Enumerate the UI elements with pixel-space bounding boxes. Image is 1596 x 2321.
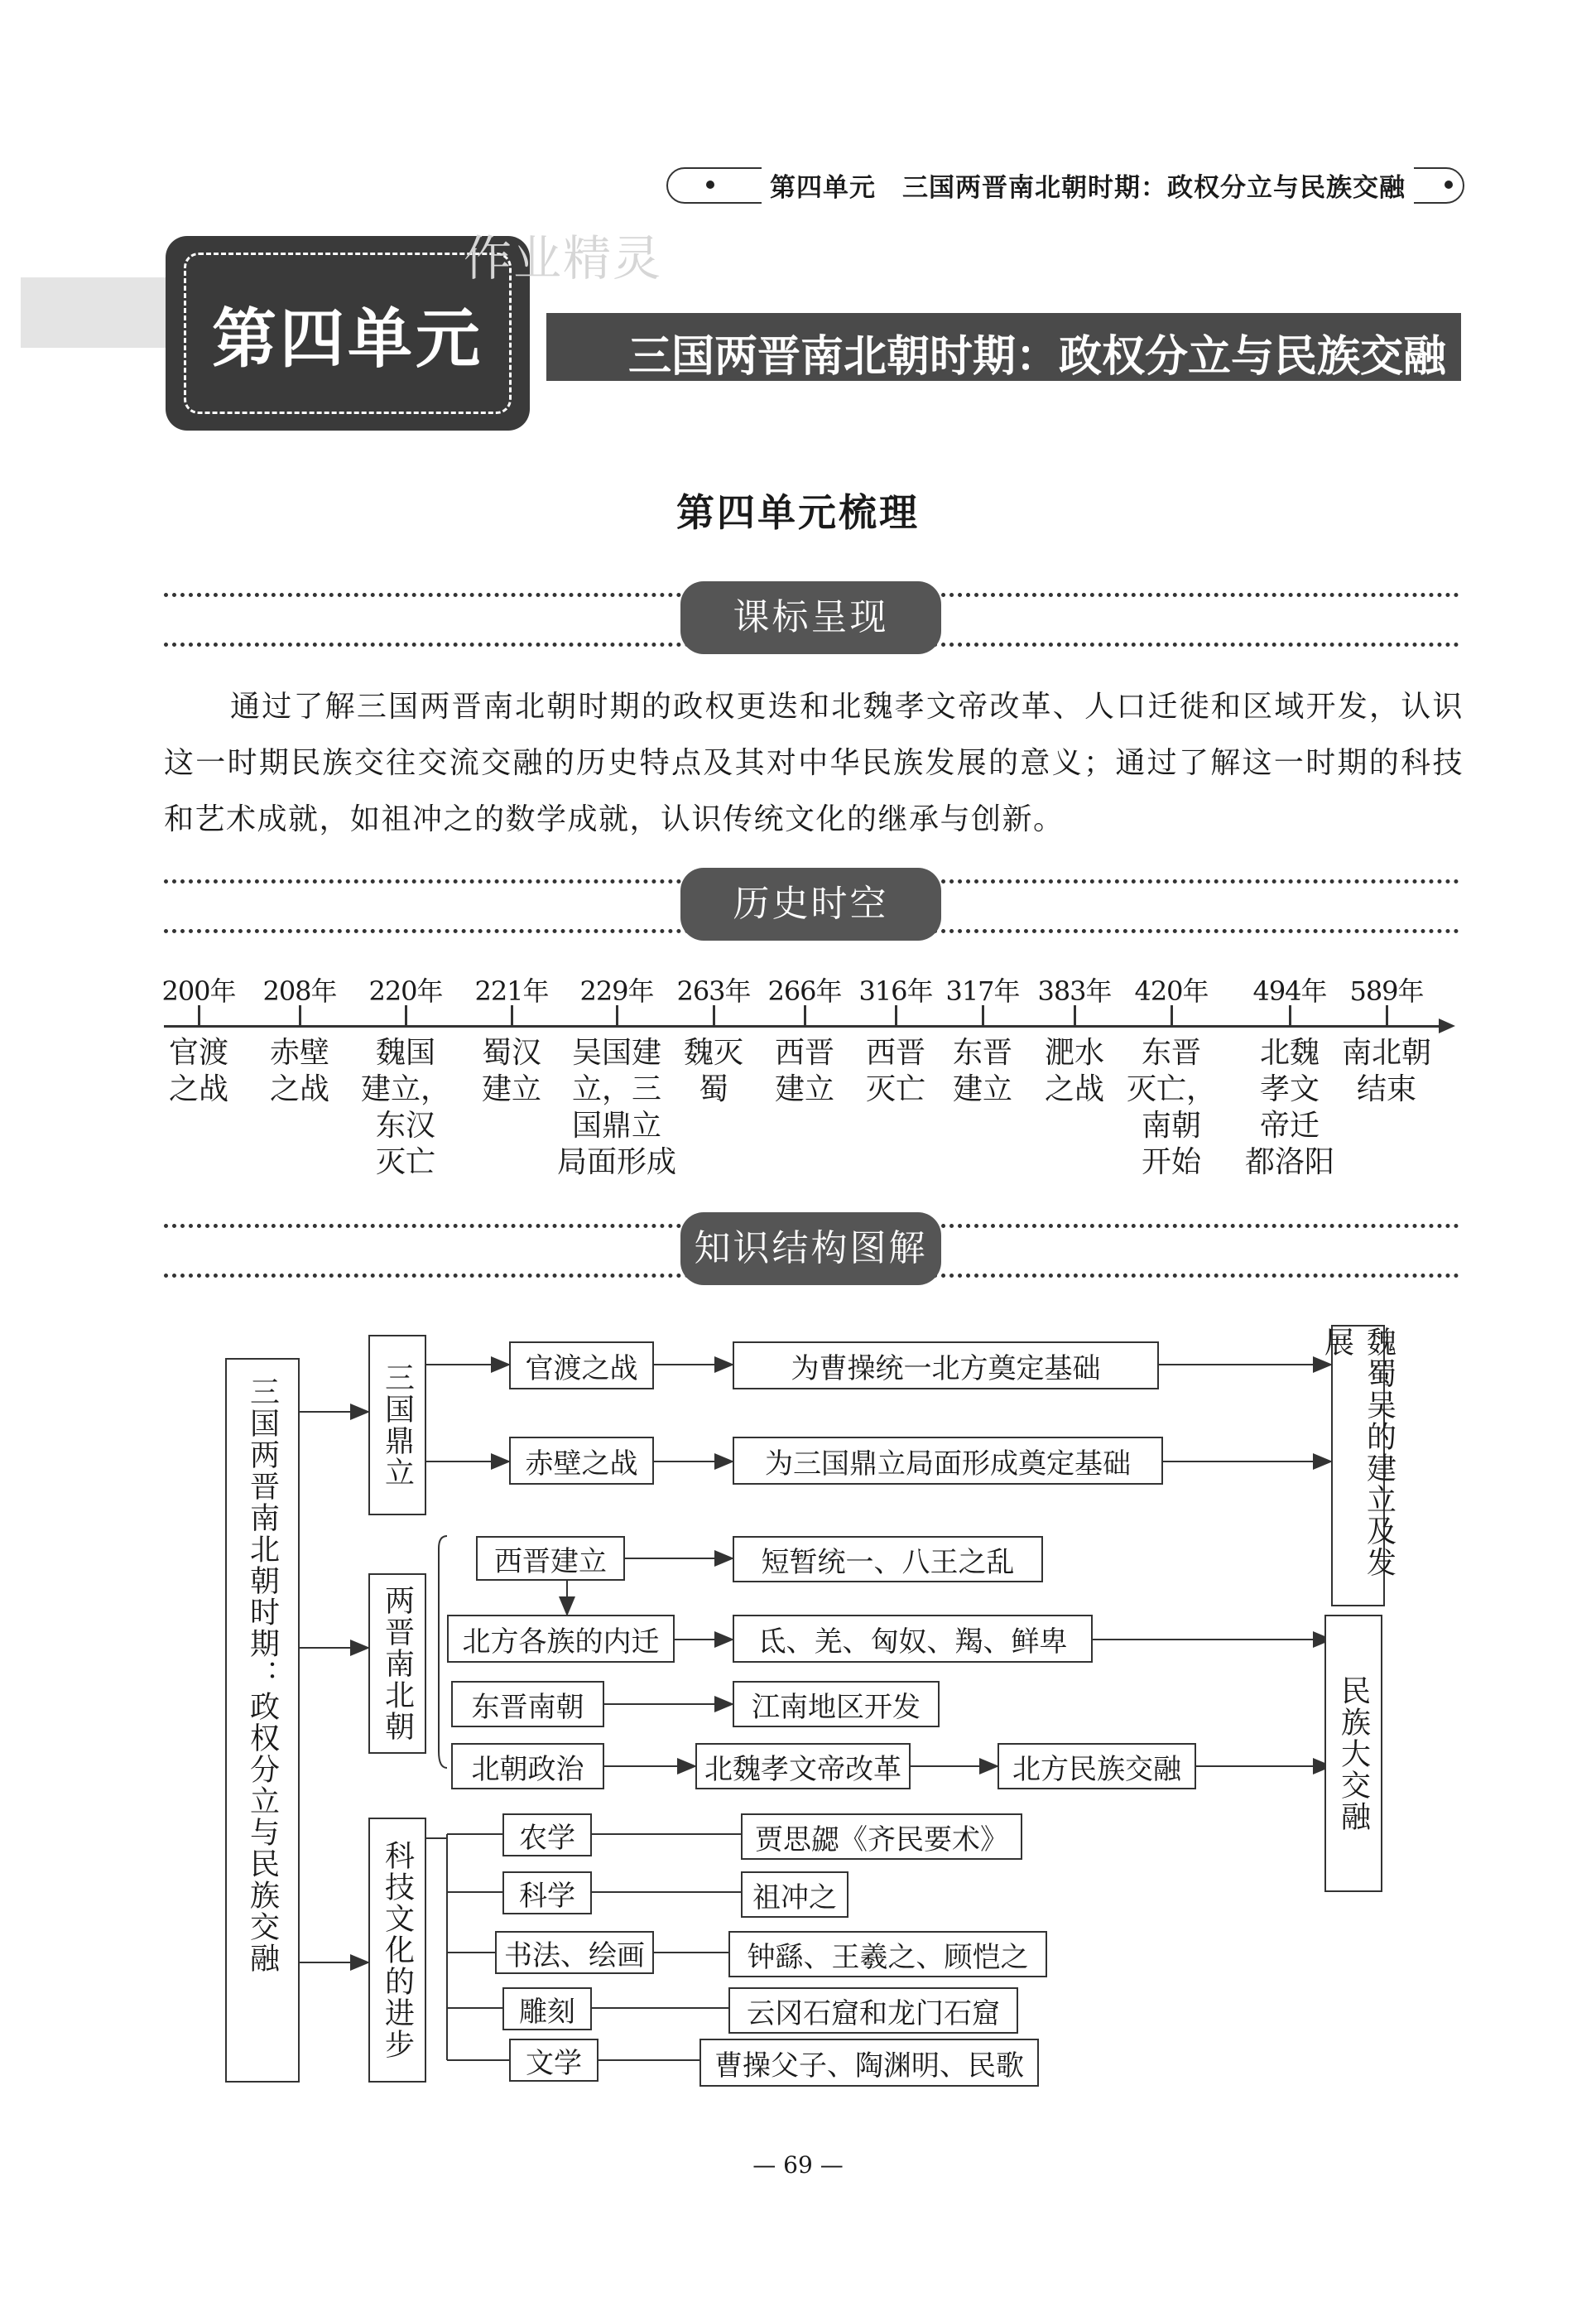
group-keji-text: 科技文化的进步: [380, 1840, 415, 2060]
timeline-year: 220年: [368, 975, 443, 1007]
node-neiqian-result: 氐、羌、匈奴、羯、鲜卑: [733, 1615, 1093, 1663]
timeline-event: 西晋 灭亡: [865, 1036, 926, 1106]
group-jin-text: 两晋南北朝: [380, 1585, 415, 1742]
unit-title: 三国两晋南北朝时期：政权分立与民族交融: [627, 332, 1446, 382]
timeline-event: 东晋 灭亡， 南朝 开始: [1126, 1036, 1217, 1179]
root-box: [225, 1358, 300, 2083]
node-xijin: 西晋建立: [476, 1536, 625, 1581]
node-wenxue: 文学: [509, 2039, 598, 2082]
node-chibi-result: 为三国鼎立局面形成奠定基础: [733, 1437, 1163, 1485]
section-heading-structure: 知识结构图解: [680, 1212, 941, 1285]
timeline-event: 官渡 之战: [168, 1036, 229, 1106]
node-neiqian: 北方各族的内迁: [447, 1615, 675, 1663]
node-guandu: 官渡之战: [509, 1341, 654, 1389]
timeline-event: 东晋 建立: [952, 1036, 1013, 1106]
node-kexue: 科学: [502, 1871, 592, 1914]
timeline-year: 316年: [858, 975, 933, 1007]
curriculum-text: 通过了解三国两晋南北朝时期的政权更迭和北魏孝文帝改革、人口迁徙和区域开发，认识这一时期民族交往交流交融的历史特点及其对中华民族发展的意义；通过了解这一时期的科技和艺术成就，如祖冲之的数学成就，认识传统文化的继承与创新。: [164, 690, 1464, 836]
timeline-event: 吴国建 立，三 国鼎立 局面形成: [556, 1036, 677, 1179]
timeline-year: 208年: [262, 975, 337, 1007]
timeline-year: 589年: [1349, 975, 1424, 1007]
timeline-year: 266年: [767, 975, 842, 1007]
running-header-text: 第四单元 三国两晋南北朝时期：政权分立与民族交融: [762, 166, 1414, 204]
node-diaoke-result: 云冈石窟和龙门石窟: [728, 1987, 1018, 2034]
node-wei-shu-wu: [1320, 1325, 1396, 1606]
group-jin: [368, 1573, 426, 1754]
node-ronghe: 北方民族交融: [997, 1743, 1196, 1789]
timeline-year: 317年: [945, 975, 1020, 1007]
timeline-year: 200年: [161, 975, 236, 1007]
timeline-event: 蜀汉 建立: [481, 1036, 542, 1106]
node-dongjin: 东晋南朝: [451, 1681, 604, 1727]
page-number: — 69 —: [752, 2151, 844, 2179]
node-nongxue-result: 贾思勰《齐民要术》: [741, 1813, 1022, 1860]
section-heading-timeline: 历史时空: [680, 868, 941, 941]
timeline-event: 南北朝 结束: [1341, 1036, 1432, 1106]
node-dongjin-result: 江南地区开发: [733, 1681, 940, 1727]
timeline-event: 魏灭 蜀: [683, 1036, 744, 1106]
timeline-year: 263年: [676, 975, 751, 1007]
node-kexue-result: 祖冲之: [741, 1871, 848, 1918]
page-title: 第四单元梳理: [676, 490, 920, 535]
node-wei-shu-wu-text: 魏蜀吴的建立及发展: [1320, 1327, 1396, 1578]
timeline-event: 魏国 建立， 东汉 灭亡: [360, 1036, 451, 1179]
node-minzu: [1324, 1615, 1382, 1892]
group-keji: [368, 1818, 426, 2083]
group-sanguo: [368, 1335, 426, 1515]
watermark: 作业精灵: [464, 230, 663, 287]
node-xijin-result: 短暂统一、八王之乱: [733, 1536, 1043, 1582]
timeline-event: 北魏 孝文 帝迁 都洛阳: [1244, 1036, 1335, 1179]
node-chibi: 赤壁之战: [509, 1437, 654, 1485]
timeline-year: 221年: [474, 975, 549, 1007]
node-minzu-text: 民族大交融: [1336, 1674, 1371, 1832]
timeline-year: 494年: [1252, 975, 1327, 1007]
node-nongxue: 农学: [502, 1813, 592, 1856]
timeline-event: 赤壁 之战: [269, 1036, 330, 1106]
node-shufa-result: 钟繇、王羲之、顾恺之: [728, 1931, 1047, 1977]
unit-label: 第四单元: [211, 302, 483, 377]
group-sanguo-text: 三国鼎立: [380, 1362, 415, 1488]
node-diaoke: 雕刻: [502, 1987, 592, 2030]
timeline-year: 229年: [579, 975, 654, 1007]
timeline-event: 西晋 建立: [774, 1036, 835, 1106]
node-xiaowen: 北魏孝文帝改革: [695, 1743, 911, 1789]
root-text: 三国两晋南北朝时期：政权分立与民族交融: [245, 1376, 280, 1974]
section-heading-curriculum: 课标呈现: [680, 581, 941, 654]
node-shufa: 书法、绘画: [495, 1931, 654, 1974]
timeline-event: 淝水 之战: [1044, 1036, 1105, 1106]
timeline-year: 420年: [1134, 975, 1209, 1007]
node-wenxue-result: 曹操父子、陶渊明、民歌: [699, 2039, 1039, 2087]
node-beichao: 北朝政治: [451, 1743, 604, 1789]
node-guandu-result: 为曹操统一北方奠定基础: [733, 1341, 1159, 1389]
timeline-year: 383年: [1037, 975, 1112, 1007]
